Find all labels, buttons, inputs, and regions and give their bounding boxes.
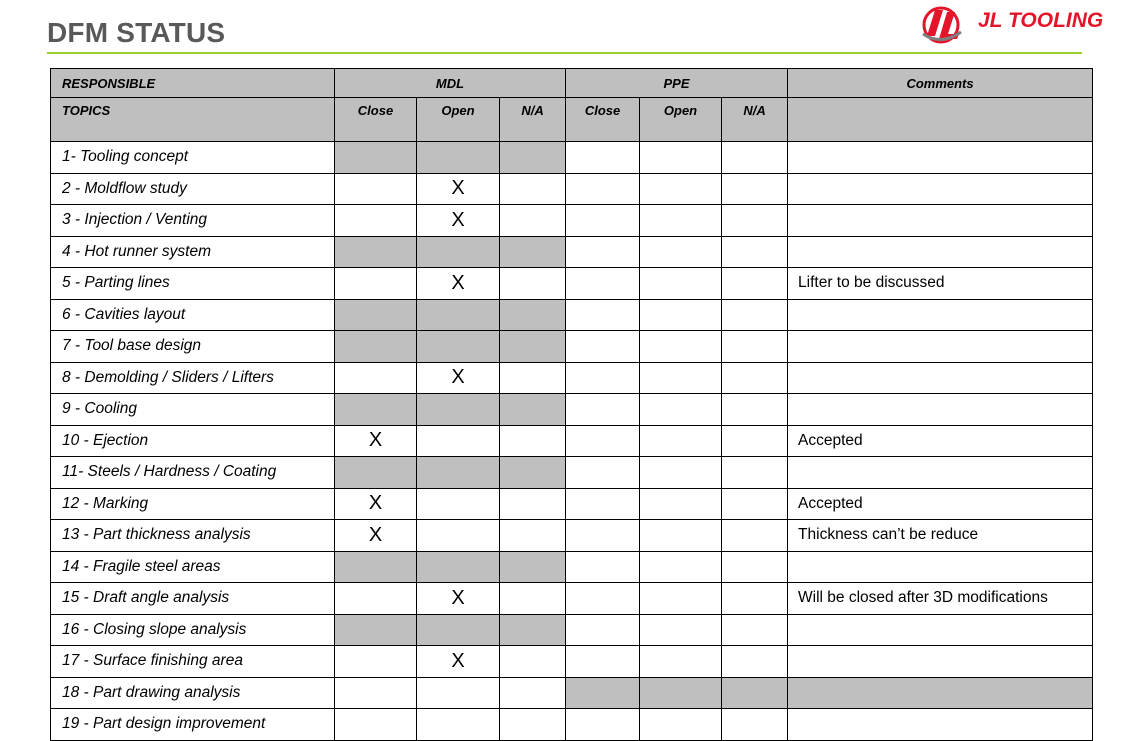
ppe-na-cell: [722, 425, 788, 457]
ppe-close-cell: [566, 677, 640, 709]
table-row: [51, 457, 1093, 489]
mdl-open-cell: [417, 677, 500, 709]
mdl-na-cell: [500, 236, 566, 268]
ppe-close-cell: [566, 299, 640, 331]
topic-cell: 15 - Draft angle analysis: [51, 583, 335, 615]
comment-cell: [788, 299, 1093, 331]
mdl-close-cell: [335, 646, 417, 678]
mdl-na-cell: [500, 331, 566, 363]
ppe-close-cell: [566, 646, 640, 678]
ppe-close-cell: [566, 583, 640, 615]
comment-cell: Will be closed after 3D modifications: [788, 583, 1093, 615]
ppe-open-cell: [640, 236, 722, 268]
table-row: [51, 236, 1093, 268]
mdl-close-cell: [335, 205, 417, 237]
mdl-close-cell: [335, 142, 417, 174]
ppe-open-cell: [640, 583, 722, 615]
comment-cell: [788, 394, 1093, 426]
ppe-na-cell: [722, 677, 788, 709]
topic-cell: 19 - Part design improvement: [51, 709, 335, 741]
comment-cell: [788, 331, 1093, 363]
ppe-close-cell: [566, 142, 640, 174]
ppe-na-cell: [722, 583, 788, 615]
mdl-close-cell: [335, 362, 417, 394]
ppe-na-cell: [722, 614, 788, 646]
table-row: [51, 551, 1093, 583]
mdl-open-cell: [417, 425, 500, 457]
topic-cell: 7 - Tool base design: [51, 331, 335, 363]
ppe-close-cell: [566, 614, 640, 646]
ppe-close-cell: [566, 394, 640, 426]
header-topics: TOPICS: [51, 98, 335, 142]
logo-text: JL TOOLING: [978, 9, 1104, 32]
mdl-open-cell: [417, 457, 500, 489]
mdl-open-cell: X: [417, 268, 500, 300]
mdl-na-cell: [500, 614, 566, 646]
ppe-na-cell: [722, 394, 788, 426]
ppe-na-cell: [722, 331, 788, 363]
table-row: [51, 646, 1093, 678]
ppe-open-cell: [640, 205, 722, 237]
ppe-close-cell: [566, 236, 640, 268]
mdl-close-cell: [335, 394, 417, 426]
mdl-open-cell: [417, 394, 500, 426]
mdl-na-cell: [500, 142, 566, 174]
table-row: [51, 394, 1093, 426]
ppe-na-cell: [722, 488, 788, 520]
topic-cell: 13 - Part thickness analysis: [51, 520, 335, 552]
table-row: [51, 520, 1093, 552]
mdl-na-cell: [500, 709, 566, 741]
mdl-na-cell: [500, 173, 566, 205]
topic-cell: 12 - Marking: [51, 488, 335, 520]
ppe-close-cell: [566, 331, 640, 363]
header-ppe-open: Open: [640, 98, 722, 142]
mdl-open-cell: [417, 142, 500, 174]
ppe-open-cell: [640, 173, 722, 205]
table-row: [51, 142, 1093, 174]
mdl-open-cell: [417, 709, 500, 741]
ppe-open-cell: [640, 331, 722, 363]
ppe-close-cell: [566, 205, 640, 237]
ppe-open-cell: [640, 520, 722, 552]
ppe-open-cell: [640, 425, 722, 457]
mdl-na-cell: [500, 677, 566, 709]
header-comments-blank: [788, 98, 1093, 142]
ppe-open-cell: [640, 488, 722, 520]
mdl-na-cell: [500, 583, 566, 615]
ppe-open-cell: [640, 646, 722, 678]
topic-cell: 2 - Moldflow study: [51, 173, 335, 205]
topic-cell: 11- Steels / Hardness / Coating: [51, 457, 335, 489]
ppe-na-cell: [722, 142, 788, 174]
ppe-na-cell: [722, 709, 788, 741]
ppe-na-cell: [722, 236, 788, 268]
mdl-na-cell: [500, 394, 566, 426]
topic-cell: 1- Tooling concept: [51, 142, 335, 174]
header-comments: Comments: [788, 69, 1093, 98]
ppe-close-cell: [566, 520, 640, 552]
mdl-na-cell: [500, 646, 566, 678]
ppe-na-cell: [722, 268, 788, 300]
mdl-open-cell: [417, 299, 500, 331]
topic-cell: 16 - Closing slope analysis: [51, 614, 335, 646]
mdl-open-cell: X: [417, 362, 500, 394]
ppe-open-cell: [640, 394, 722, 426]
mdl-close-cell: [335, 299, 417, 331]
mdl-na-cell: [500, 299, 566, 331]
mdl-na-cell: [500, 488, 566, 520]
table-row: [51, 677, 1093, 709]
mdl-na-cell: [500, 551, 566, 583]
ppe-close-cell: [566, 488, 640, 520]
mdl-open-cell: X: [417, 646, 500, 678]
header-ppe: PPE: [566, 69, 788, 98]
table-row: [51, 362, 1093, 394]
table-row: [51, 173, 1093, 205]
mdl-open-cell: [417, 331, 500, 363]
mdl-open-cell: X: [417, 583, 500, 615]
ppe-na-cell: [722, 457, 788, 489]
comment-cell: [788, 205, 1093, 237]
mdl-close-cell: [335, 677, 417, 709]
mdl-open-cell: X: [417, 173, 500, 205]
mdl-open-cell: X: [417, 205, 500, 237]
ppe-open-cell: [640, 709, 722, 741]
ppe-na-cell: [722, 551, 788, 583]
header-mdl-open: Open: [417, 98, 500, 142]
ppe-open-cell: [640, 551, 722, 583]
ppe-close-cell: [566, 457, 640, 489]
mdl-na-cell: [500, 425, 566, 457]
comment-cell: [788, 614, 1093, 646]
ppe-open-cell: [640, 268, 722, 300]
ppe-close-cell: [566, 173, 640, 205]
ppe-na-cell: [722, 646, 788, 678]
header-mdl: MDL: [335, 69, 566, 98]
header-row-topics: [51, 98, 1093, 142]
mdl-close-cell: [335, 709, 417, 741]
topic-cell: 18 - Part drawing analysis: [51, 677, 335, 709]
ppe-na-cell: [722, 520, 788, 552]
ppe-close-cell: [566, 425, 640, 457]
mdl-close-cell: [335, 268, 417, 300]
ppe-close-cell: [566, 551, 640, 583]
ppe-open-cell: [640, 677, 722, 709]
comment-cell: Thickness can’t be reduce: [788, 520, 1093, 552]
topic-cell: 17 - Surface finishing area: [51, 646, 335, 678]
comment-cell: Accepted: [788, 488, 1093, 520]
mdl-na-cell: [500, 205, 566, 237]
comment-cell: [788, 236, 1093, 268]
table-body: [51, 142, 1093, 741]
mdl-close-cell: X: [335, 488, 417, 520]
topic-cell: 5 - Parting lines: [51, 268, 335, 300]
mdl-open-cell: [417, 488, 500, 520]
mdl-open-cell: [417, 551, 500, 583]
table-row: [51, 205, 1093, 237]
mdl-na-cell: [500, 520, 566, 552]
mdl-close-cell: [335, 551, 417, 583]
topic-cell: 3 - Injection / Venting: [51, 205, 335, 237]
comment-cell: [788, 709, 1093, 741]
mdl-close-cell: [335, 173, 417, 205]
comment-cell: [788, 677, 1093, 709]
header-mdl-close: Close: [335, 98, 417, 142]
header-row-responsible: [51, 69, 1093, 98]
comment-cell: [788, 551, 1093, 583]
comment-cell: [788, 142, 1093, 174]
ppe-na-cell: [722, 173, 788, 205]
mdl-na-cell: [500, 457, 566, 489]
comment-cell: Accepted: [788, 425, 1093, 457]
header-ppe-na: N/A: [722, 98, 788, 142]
ppe-na-cell: [722, 299, 788, 331]
topic-cell: 14 - Fragile steel areas: [51, 551, 335, 583]
topic-cell: 4 - Hot runner system: [51, 236, 335, 268]
mdl-open-cell: [417, 236, 500, 268]
table-row: [51, 425, 1093, 457]
page-title: DFM STATUS: [47, 17, 226, 48]
ppe-close-cell: [566, 709, 640, 741]
topic-cell: 9 - Cooling: [51, 394, 335, 426]
ppe-close-cell: [566, 268, 640, 300]
ppe-na-cell: [722, 205, 788, 237]
comment-cell: [788, 362, 1093, 394]
table-row: [51, 268, 1093, 300]
mdl-close-cell: [335, 236, 417, 268]
table-row: [51, 583, 1093, 615]
mdl-close-cell: [335, 614, 417, 646]
table-row: [51, 614, 1093, 646]
dfm-status-table: [50, 68, 1093, 741]
mdl-close-cell: [335, 583, 417, 615]
ppe-close-cell: [566, 362, 640, 394]
ppe-na-cell: [722, 362, 788, 394]
mdl-na-cell: [500, 268, 566, 300]
mdl-open-cell: [417, 614, 500, 646]
mdl-open-cell: [417, 520, 500, 552]
mdl-close-cell: X: [335, 520, 417, 552]
comment-cell: [788, 646, 1093, 678]
table-row: [51, 331, 1093, 363]
ppe-open-cell: [640, 614, 722, 646]
table-row: [51, 709, 1093, 741]
mdl-close-cell: [335, 457, 417, 489]
comment-cell: [788, 457, 1093, 489]
table-row: [51, 299, 1093, 331]
comment-cell: Lifter to be discussed: [788, 268, 1093, 300]
ppe-open-cell: [640, 362, 722, 394]
title-underline: [47, 52, 1082, 54]
comment-cell: [788, 173, 1093, 205]
header-responsible: RESPONSIBLE: [51, 69, 335, 98]
topic-cell: 6 - Cavities layout: [51, 299, 335, 331]
mdl-close-cell: [335, 331, 417, 363]
ppe-open-cell: [640, 299, 722, 331]
header-mdl-na: N/A: [500, 98, 566, 142]
table-row: [51, 488, 1093, 520]
ppe-open-cell: [640, 457, 722, 489]
mdl-close-cell: X: [335, 425, 417, 457]
mdl-na-cell: [500, 362, 566, 394]
ppe-open-cell: [640, 142, 722, 174]
topic-cell: 8 - Demolding / Sliders / Lifters: [51, 362, 335, 394]
topic-cell: 10 - Ejection: [51, 425, 335, 457]
header-ppe-close: Close: [566, 98, 640, 142]
